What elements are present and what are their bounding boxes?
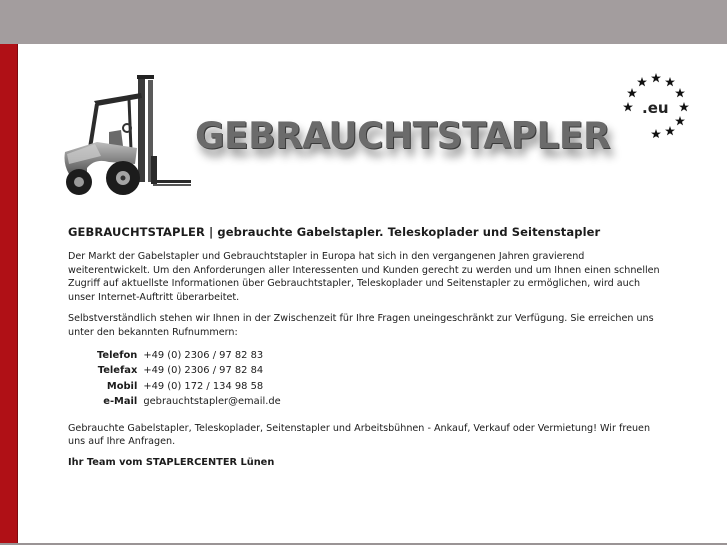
contact-label: Telefax: [97, 365, 138, 377]
page-headline: GEBRAUCHTSTAPLER | gebrauchte Gabelstapler. Teleskoplader und Seitenstapler: [68, 225, 601, 239]
eu-badge-label: .eu: [642, 99, 669, 117]
signature: Ihr Team vom STAPLERCENTER Lünen: [68, 456, 275, 468]
contact-row-email: [97, 394, 281, 410]
contact-label: Telefon: [97, 349, 138, 361]
contact-row-mobile: [97, 379, 281, 395]
closing-paragraph: Gebrauchte Gabelstapler, Teleskoplader, Seitenstapler und Arbeitsbühnen - Ankauf, Verkauf oder Vermietung! Wir freuen uns auf Ihre Anfragen.: [68, 422, 651, 448]
contact-table: [97, 348, 281, 410]
contact-label: e-Mail: [103, 396, 138, 408]
page-container: [17, 44, 727, 543]
contact-value: +49 (0) 2306 / 97 82 83: [143, 349, 264, 361]
contact-label: Mobil: [106, 380, 138, 392]
main-content: [68, 225, 668, 468]
contact-row-fax: [97, 363, 281, 379]
forklift-icon: [57, 72, 193, 198]
contact-value: +49 (0) 2306 / 97 82 84: [143, 365, 264, 377]
contact-value: +49 (0) 172 / 134 98 58: [143, 380, 264, 392]
top-bar: [0, 0, 727, 44]
intro-paragraph: Der Markt der Gabelstapler und Gebrauchtstapler in Europa hat sich in den vergangenen Jahren gravierend weiterentwickelt. Um den Anforderungen aller Interessenten und Kunden gerecht zu werden und um Ihnen einen schnellen Zugriff auf aktuellste Informationen über Gebrauchtstapler, Teleskoplader und Seitenstapler zu ermöglichen, wird auch unser Internet-Auftritt überarbeitet.: [68, 251, 660, 303]
contact-intro-paragraph: Selbstverständlich stehen wir Ihnen in der Zwischenzeit für Ihre Fragen uneingeschränkt zur Verfügung. Sie erreichen uns unter den bekannten Rufnummern:: [68, 313, 654, 338]
contact-value: gebrauchtstapler@email.de: [143, 396, 281, 408]
site-logo-text: GEBRAUCHTSTAPLER: [195, 114, 611, 157]
eu-stars-icon: [621, 72, 691, 138]
left-accent-bar: [0, 44, 17, 543]
contact-row-phone: [97, 348, 281, 364]
